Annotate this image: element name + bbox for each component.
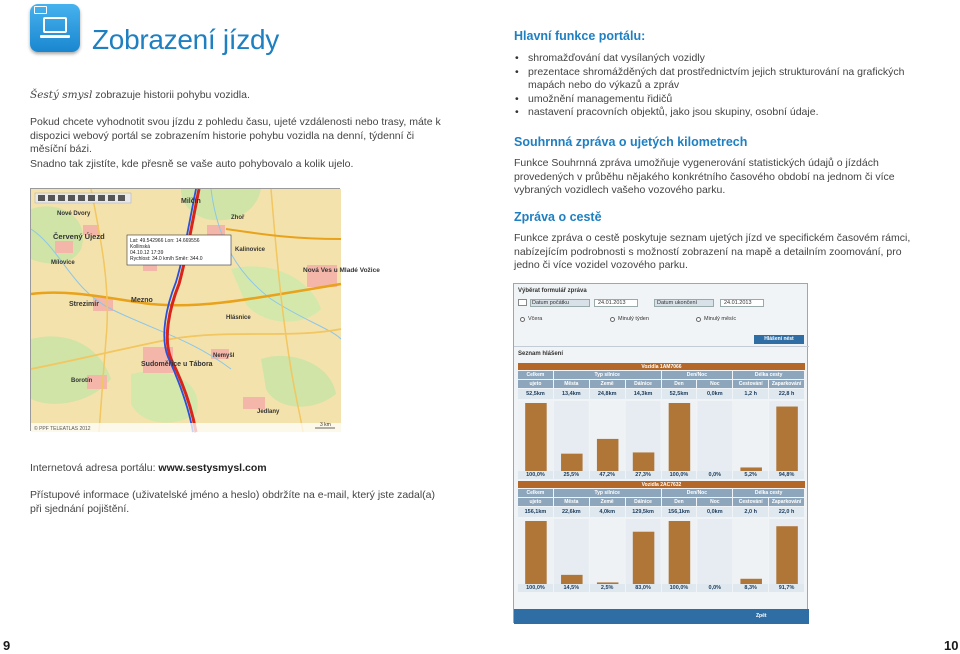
column-header: Zaparkování xyxy=(769,380,804,388)
value-cell: 14,3km xyxy=(626,389,661,399)
portal-link[interactable]: www.sestysmysl.com xyxy=(158,462,267,474)
radio-date-range[interactable] xyxy=(518,299,527,306)
value-cell: 2,0 h xyxy=(733,507,768,517)
map-label: Nová Ves u Mladé Vožice xyxy=(303,267,380,274)
value-cell: 52,5km xyxy=(662,389,697,399)
value-cell: 156,1km xyxy=(662,507,697,517)
stats-percent-row-1 xyxy=(518,471,805,479)
percent-cell: 25,5% xyxy=(554,471,589,479)
brand-name: Šestý smysl xyxy=(30,89,93,101)
map-label: Sudoměřice u Tábora xyxy=(141,361,213,368)
value-cell: 22,8 h xyxy=(769,389,804,399)
list-item: • shromažďování dat vysílaných vozidly xyxy=(514,52,909,66)
radio-yesterday[interactable] xyxy=(520,317,525,322)
percent-cell: 27,3% xyxy=(626,471,661,479)
column-header: Země xyxy=(590,380,625,388)
map-label: Kalinovice xyxy=(235,247,266,253)
percent-cell: 14,5% xyxy=(554,584,589,592)
popup-line: Rychlost: 34.0 km/h Směr: 344.0 xyxy=(130,256,203,262)
value-cell: 4,0km xyxy=(590,507,625,517)
group-header: Typ silnice xyxy=(554,371,661,379)
percent-cell: 94,8% xyxy=(769,471,804,479)
map-label: Jedlany xyxy=(257,409,280,415)
vehicle-title: Vozidla 2AC7632 xyxy=(641,482,682,488)
bar-background xyxy=(697,519,732,584)
value-cell: 24,8km xyxy=(590,389,625,399)
bar-Den xyxy=(669,521,691,584)
bar-Města xyxy=(561,454,583,471)
bar-background xyxy=(554,519,589,584)
bar-Země xyxy=(597,439,619,471)
paragraph-history: Pokud chcete vyhodnotit svou jízdu z pohledu času, ujeté vzdálenosti nebo trasy, máte k dispozici webový portál se zobrazením historie pohybu vozidla na denní, týdenní či měsíční bázi. xyxy=(30,116,441,155)
bar-ujeto xyxy=(525,403,547,471)
bar-background xyxy=(590,519,625,584)
value-cell: 22,0 h xyxy=(769,507,804,517)
list-item: • nastavení pracovních objektů, jako jsou skupiny, osobní údaje. xyxy=(514,106,909,120)
route-map[interactable] xyxy=(30,188,380,432)
column-header: Země xyxy=(590,498,625,506)
group-header: Den/Noc xyxy=(662,371,733,379)
stats-table-1 xyxy=(518,371,805,401)
map-label: Nemyšl xyxy=(213,353,235,359)
map-label: Hlásnice xyxy=(226,315,251,321)
percent-cell: 8,3% xyxy=(733,584,768,592)
percent-cell: 100,0% xyxy=(518,584,553,592)
map-settlement xyxy=(55,241,73,253)
column-header: Den xyxy=(662,498,697,506)
stats-percent-row-2 xyxy=(518,584,805,592)
column-header: Cestování xyxy=(733,380,768,388)
value-cell: 52,5km xyxy=(518,389,553,399)
access-info: Přístupové informace (uživatelské jméno a heslo) obdržíte na e-mail, který jste zadal(a) při sjednání pojištění. xyxy=(30,489,436,515)
portal-address: Internetová adresa portálu: www.sestysmysl.com xyxy=(30,462,267,474)
group-header: Celkem xyxy=(518,489,553,497)
report-form-title: Výběrat formulář zpráva xyxy=(518,288,587,294)
map-label: Borotín xyxy=(71,378,93,384)
value-cell: 1,2 h xyxy=(733,389,768,399)
app-logo-icon xyxy=(30,4,80,52)
value-cell: 22,6km xyxy=(554,507,589,517)
column-header: ujeto xyxy=(518,380,553,388)
summary-paragraph: Funkce Souhrnná zpráva umožňuje vygenerování statistických údajů o jízdách provedených v průběhu nějakého konkrétního časového období na jednom či více vybraných vozidlech vašeho vozového parku. xyxy=(514,157,895,196)
radio-last-week[interactable] xyxy=(610,317,615,322)
bar-Zaparkování xyxy=(776,526,798,584)
map-label: Zhoř xyxy=(231,215,245,221)
paragraph-summary: Snadno tak zjistíte, kde přesně se vaše auto pohybovalo a kolik ujelo. xyxy=(30,158,354,170)
map-settlement xyxy=(243,397,265,409)
map-label: Milčín xyxy=(181,198,201,205)
column-header: Města xyxy=(554,498,589,506)
bar-Zaparkování xyxy=(776,407,798,471)
map-label: Červený Újezd xyxy=(53,232,105,241)
column-header: Den xyxy=(662,380,697,388)
report-screenshot: Výběrat formulář zpráva Datum počátku 24.01.2013 Datum ukončení 24.01.2013 Včera Minulý týden Minulý měsíc Hlášení nést Seznam hlášení Vozidla 1AM7066 Celkem Typ silnice Den/Noc Délka cesty ujeto Města Země Dálnice Den Noc Cestování Zaparkování 52,5km 13,4km 24,8km 14,3km 52,5km 0,0km 1,2 h 22,8 h 100,0% 25,5% 47,2% 27,3% 100,0% 0,0% 5,2% 94,8% Vozidla 2AC7632 Celkem Typ silnice Den/Noc Délka cesty ujeto Města Země Dálnice Den Noc Cestování Zaparkování 156,1km 22,6km 4,0km 129,5km 156,1km 0,0km 2,0 h 22,0 h 100,0% 14,5% 2,5% 83,0% 100,0% 0,0% 8,3% 91,7% Zpět xyxy=(513,283,808,623)
value-cell: 156,1km xyxy=(518,507,553,517)
report-list-title: Seznam hlášení xyxy=(518,351,564,357)
date-from-label: Datum počátku xyxy=(532,300,569,306)
radio-last-month[interactable] xyxy=(696,317,701,322)
page-number-right: 10 xyxy=(944,638,959,653)
column-header: Dálnice xyxy=(626,380,661,388)
percent-cell: 100,0% xyxy=(662,584,697,592)
map-scale: 3 km xyxy=(320,422,331,428)
percent-cell: 83,0% xyxy=(626,584,661,592)
popup-line: 04.10.12 17:39 xyxy=(130,250,164,256)
vehicle-title: Vozidla 1AM7066 xyxy=(641,364,682,370)
percent-cell: 91,7% xyxy=(769,584,804,592)
stats-bars-1 xyxy=(518,401,805,471)
percent-cell: 47,2% xyxy=(590,471,625,479)
functions-list xyxy=(514,52,909,120)
percent-cell: 0,0% xyxy=(697,584,732,592)
heading-trip-report: Zpráva o cestě xyxy=(514,210,602,224)
percent-cell: 5,2% xyxy=(733,471,768,479)
percent-cell: 100,0% xyxy=(518,471,553,479)
map-label: Mezno xyxy=(131,297,153,304)
column-header: Cestování xyxy=(733,498,768,506)
bar-Dálnice xyxy=(633,452,655,471)
column-header: Zaparkování xyxy=(769,498,804,506)
group-header: Délka cesty xyxy=(733,489,804,497)
map-canvas xyxy=(31,189,380,432)
column-header: Noc xyxy=(697,498,732,506)
page-title: Zobrazení jízdy xyxy=(92,24,279,55)
map-copyright: © PPF TELEATLAS 2012 xyxy=(34,426,91,432)
column-header: ujeto xyxy=(518,498,553,506)
bar-Dálnice xyxy=(633,532,655,584)
value-cell: 0,0km xyxy=(697,507,732,517)
popup-line: Kollinská xyxy=(130,244,151,250)
map-label: Nové Dvory xyxy=(57,211,91,217)
intro-text: Šestý smysl zobrazuje historii pohybu vozidla. xyxy=(30,89,250,101)
trip-paragraph: Funkce zpráva o cestě poskytuje seznam ujetých jízd ve specifickém časovém rámci, nabízejícím podrobnosti s možností zobrazení na mapě a detailním zoomování, pro jedno či více vozidel vozového parku. xyxy=(514,232,911,271)
group-header: Celkem xyxy=(518,371,553,379)
percent-cell: 2,5% xyxy=(590,584,625,592)
bar-ujeto xyxy=(525,521,547,584)
bar-Den xyxy=(669,403,691,471)
back-button[interactable]: Zpět xyxy=(756,613,767,619)
bar-background xyxy=(733,401,768,471)
map-label: Mílovice xyxy=(51,260,75,266)
list-item: • umožnění managementu řidičů xyxy=(514,93,909,107)
bar-background xyxy=(697,401,732,471)
column-header: Noc xyxy=(697,380,732,388)
heading-main-functions: Hlavní funkce portálu: xyxy=(514,29,646,43)
value-cell: 13,4km xyxy=(554,389,589,399)
stats-bars-2 xyxy=(518,519,805,584)
group-header: Den/Noc xyxy=(662,489,733,497)
map-label: Strezimír xyxy=(69,301,99,308)
heading-summary-report: Souhrnná zpráva o ujetých kilometrech xyxy=(514,135,748,149)
bar-Města xyxy=(561,575,583,584)
column-header: Dálnice xyxy=(626,498,661,506)
group-header: Typ silnice xyxy=(554,489,661,497)
bar-background xyxy=(733,519,768,584)
value-cell: 0,0km xyxy=(697,389,732,399)
list-item: • prezentace shromážděných dat prostřednictvím jejich strukturování na grafických mapách nebo do výkazů a zpráv xyxy=(514,66,909,93)
page-number-left: 9 xyxy=(3,638,11,653)
popup-line: Lat: 49.542966 Lon: 14.669556 xyxy=(130,238,200,244)
date-to-label: Datum ukončení xyxy=(657,300,698,306)
stats-table-2 xyxy=(518,489,805,519)
percent-cell: 100,0% xyxy=(662,471,697,479)
group-header: Délka cesty xyxy=(733,371,804,379)
value-cell: 129,5km xyxy=(626,507,661,517)
column-header: Města xyxy=(554,380,589,388)
percent-cell: 0,0% xyxy=(697,471,732,479)
